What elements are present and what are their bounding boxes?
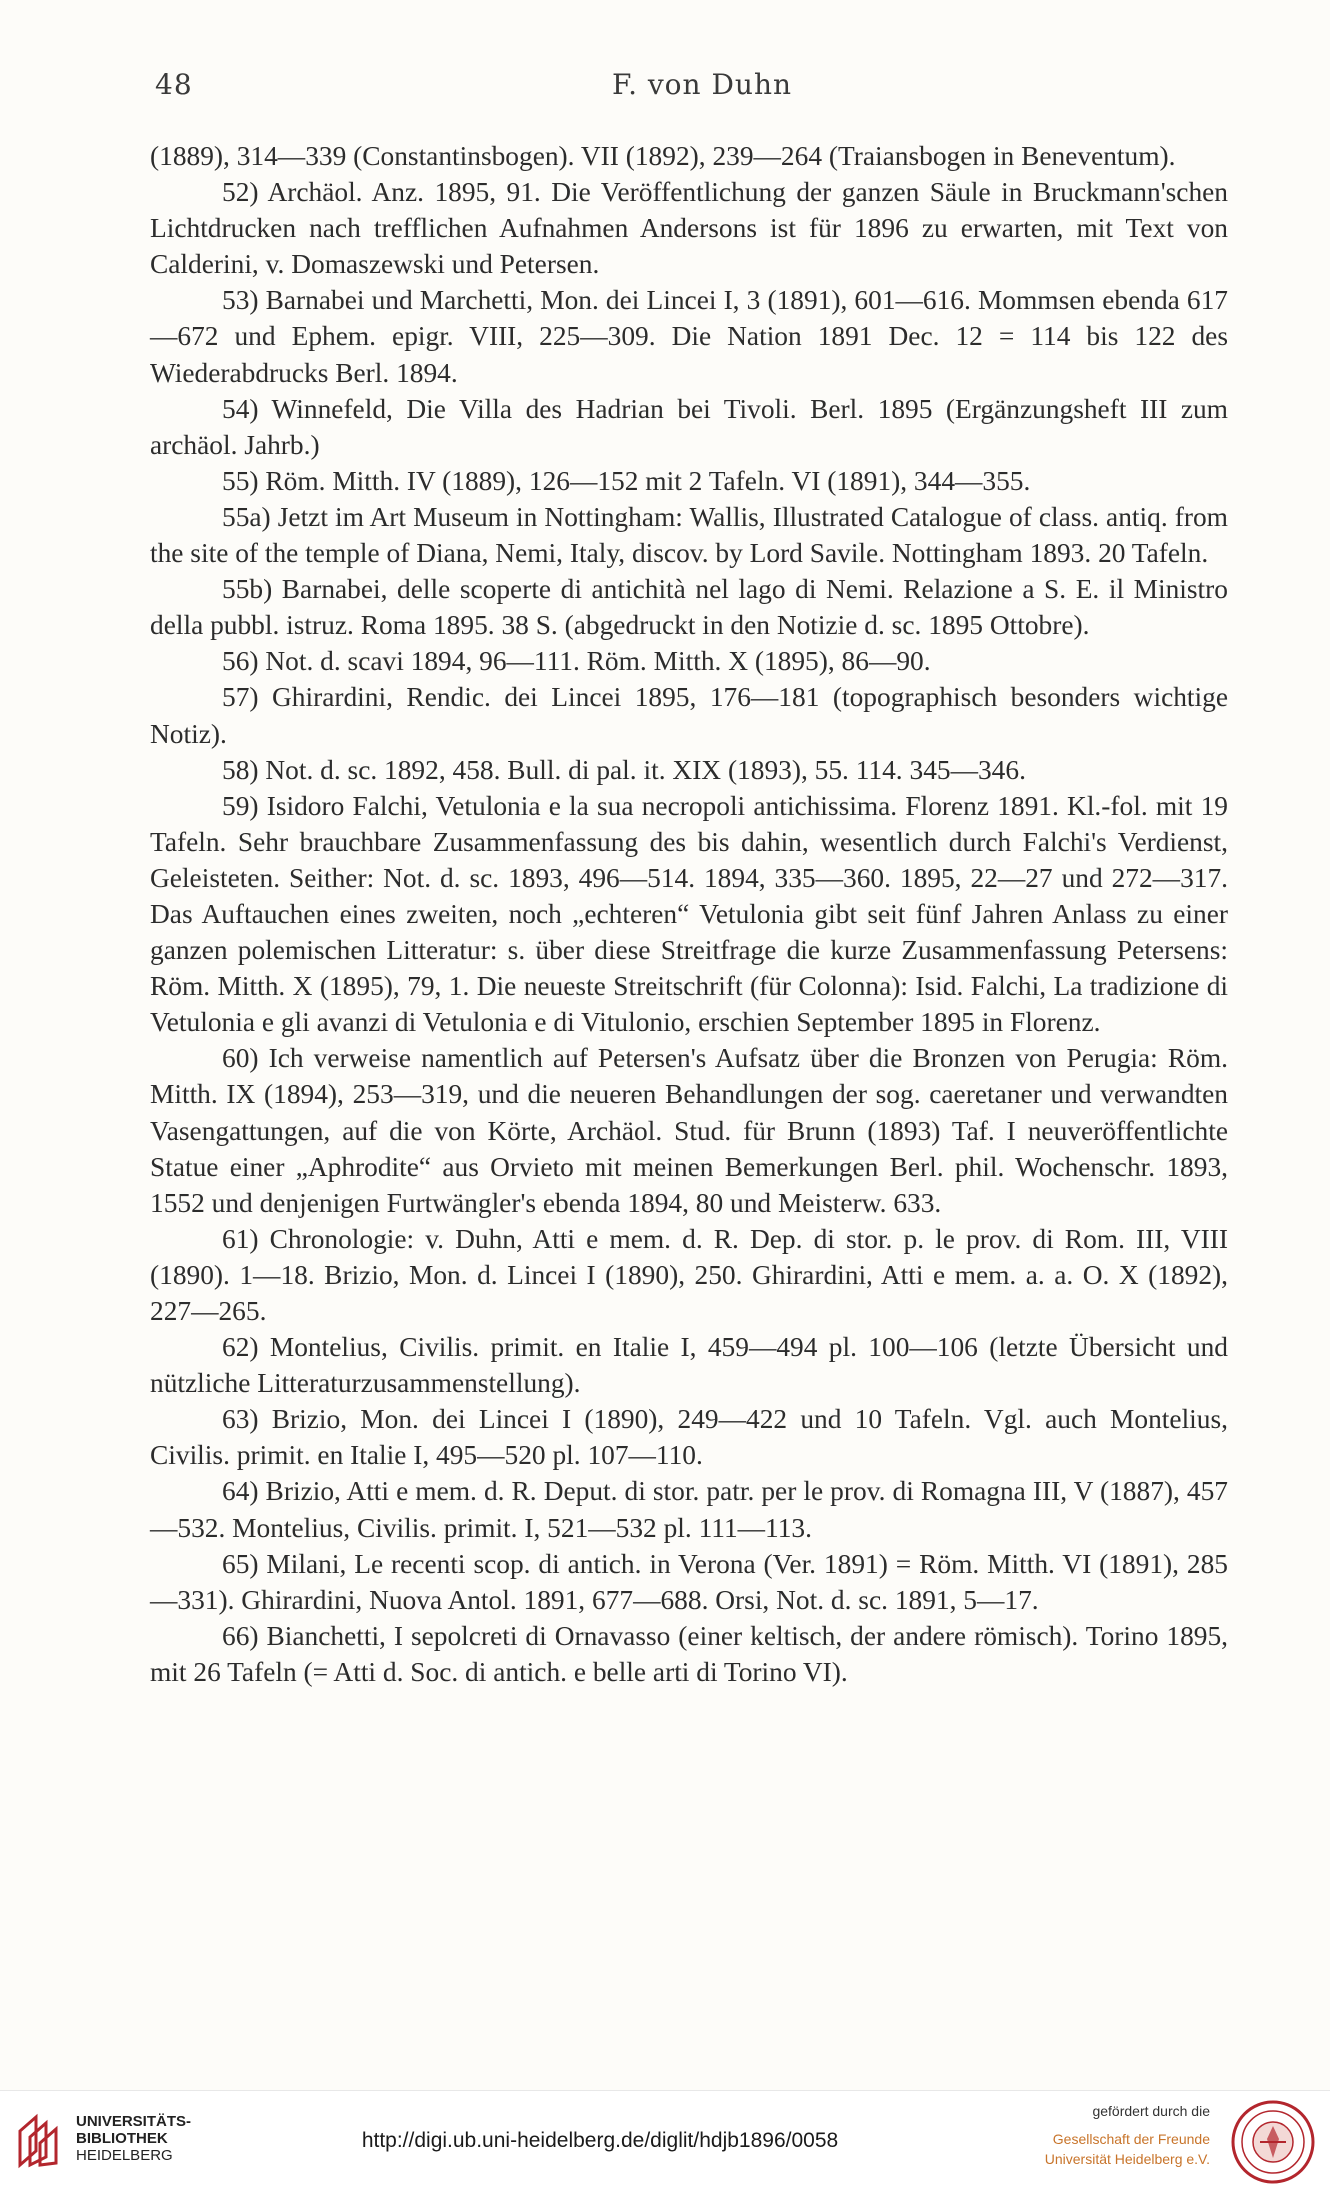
footnote-paragraph: 58) Not. d. sc. 1892, 458. Bull. di pal. it. XIX (1893), 55. 114. 345—346.: [222, 754, 1026, 785]
footnote-paragraph: 52) Archäol. Anz. 1895, 91. Die Veröffentlichung der ganzen Säule in Bruckmann'schen Lichtdrucken nach trefflichen Aufnahmen Andersons ist für 1896 zu erwarten, mit Text von Calderini, v. Domaszewski und Petersen.: [150, 177, 1228, 280]
footer-bar: [0, 2090, 1330, 2191]
running-head: [0, 62, 1330, 112]
library-logo-icon: [14, 2113, 64, 2169]
library-line-2: BIBLIOTHEK: [76, 2130, 168, 2147]
footnote-paragraph: (1889), 314—339 (Constantinsbogen). VII (1892), 239—264 (Traiansbogen in Beneventum).: [150, 141, 1176, 171]
permalink-url[interactable]: http://digi.ub.uni-heidelberg.de/diglit/hdjb1896/0058: [361, 2129, 839, 2152]
footnote-paragraph: 57) Ghirardini, Rendic. dei Lincei 1895, 176—181 (topographisch besonders wichtige Notiz).: [150, 682, 1228, 749]
sponsor-intro: gefördert durch die: [1092, 2103, 1210, 2119]
footnote-paragraph: 53) Barnabei und Marchetti, Mon. dei Lincei I, 3 (1891), 601—616. Mommsen ebenda 617—672 und Ephem. epigr. VIII, 225—309. Die Nation 1891 Dec. 12 = 114 bis 122 des Wiederabdrucks Berl. 1894.: [150, 285, 1228, 388]
footnote-paragraph: 65) Milani, Le recenti scop. di antich. in Verona (Ver. 1891) = Röm. Mitth. VI (1891), 285—331). Ghirardini, Nuova Antol. 1891, 677—688. Orsi, Not. d. sc. 1891, 5—17.: [150, 1548, 1228, 1615]
footnote-paragraph: 55b) Barnabei, delle scoperte di antichità nel lago di Nemi. Relazione a S. E. il Ministro della pubbl. istruz. Roma 1895. 38 S. (abgedruckt in den Notizie d. sc. 1895 Ottobre).: [150, 574, 1228, 641]
library-line-3: HEIDELBERG: [76, 2147, 173, 2164]
page-number: 48: [155, 68, 193, 101]
footnote-paragraph: 63) Brizio, Mon. dei Lincei I (1890), 249—422 und 10 Tafeln. Vgl. auch Montelius, Civilis. primit. en Italie I, 495—520 pl. 107—110.: [150, 1404, 1228, 1471]
library-line-1: UNIVERSITÄTS-: [76, 2113, 192, 2130]
footnote-paragraph: 55) Röm. Mitth. IV (1889), 126—152 mit 2 Tafeln. VI (1891), 344—355.: [222, 465, 1031, 496]
footnote-paragraph: 61) Chronologie: v. Duhn, Atti e mem. d. R. Dep. di stor. p. le prov. di Rom. III, VIII (1890). 1—18. Brizio, Mon. d. Lincei I (1890), 250. Ghirardini, Atti e mem. a. a. O. X (1892), 227—265.: [150, 1223, 1228, 1326]
footnote-paragraph: 60) Ich verweise namentlich auf Petersen's Aufsatz über die Bronzen von Perugia: Röm. Mitth. IX (1894), 253—319, und die neueren Behandlungen der sog. caeretaner und verwandten Vasengattungen, auf die von Körte, Archäol. Stud. für Brunn (1893) Taf. I neuveröffentlichte Statue einer „Aphrodite“ aus Orvieto mit meinen Bemerkungen Berl. phil. Wochenschr. 1893, 1552 und denjenigen Furtwängler's ebenda 1894, 80 und Meisterw. 633.: [150, 1043, 1228, 1218]
footnote-paragraph: 54) Winnefeld, Die Villa des Hadrian bei Tivoli. Berl. 1895 (Ergänzungsheft III zum archäol. Jahrb.): [150, 393, 1228, 460]
footnotes-body: [150, 138, 1228, 1690]
footnote-paragraph: 62) Montelius, Civilis. primit. en Italie I, 459—494 pl. 100—106 (letzte Übersicht und nützliche Litteraturzusammenstellung).: [150, 1332, 1228, 1399]
university-seal-icon: [1230, 2099, 1316, 2185]
footnote-paragraph: 59) Isidoro Falchi, Vetulonia e la sua necropoli antichissima. Florenz 1891. Kl.-fol. mit 19 Tafeln. Sehr brauchbare Zusammenfassung des bis dahin, wesentlich durch Falchi's Verdienst, Geleisteten. Seither: Not. d. sc. 1893, 496—514. 1894, 335—360. 1895, 22—27 und 272—317. Das Auftauchen eines zweiten, noch „echteren“ Vetulonia gibt seit fünf Jahren Anlass zu einer ganzen polemischen Litteratur: s. über diese Streitfrage die kurze Zusammenfassung Petersens: Röm. Mitth. X (1895), 79, 1. Die neueste Streitschrift (für Colonna): Isid. Falchi, La tradizione di Vetulonia e gli avanzi di Vetulonia e di Vitulonio, erschien September 1895 in Florenz.: [150, 790, 1228, 1038]
header-title: F. von Duhn: [612, 68, 793, 101]
sponsor-credit: [1045, 2103, 1210, 2169]
footnote-paragraph: 56) Not. d. scavi 1894, 96—111. Röm. Mitth. X (1895), 86—90.: [222, 646, 931, 677]
footnote-paragraph: 64) Brizio, Atti e mem. d. R. Deput. di stor. patr. per le prov. di Romagna III, V (1887), 457—532. Montelius, Civilis. primit. I, 521—532 pl. 111—113.: [150, 1476, 1228, 1543]
footnote-paragraph: 55a) Jetzt im Art Museum in Nottingham: Wallis, Illustrated Catalogue of class. antiq. from the site of the temple of Diana, Nemi, Italy, discov. by Lord Savile. Nottingham 1893. 20 Tafeln.: [150, 501, 1228, 569]
footnote-paragraph: 66) Bianchetti, I sepolcreti di Ornavasso (einer keltisch, der andere römisch). Torino 1895, mit 26 Tafeln (= Atti d. Soc. di antich. e belle arti di Torino VI).: [150, 1620, 1228, 1687]
sponsor-university: Universität Heidelberg e.V.: [1044, 2151, 1210, 2167]
sponsor-name: Gesellschaft der Freunde: [1052, 2131, 1210, 2147]
library-name: [76, 2113, 191, 2164]
